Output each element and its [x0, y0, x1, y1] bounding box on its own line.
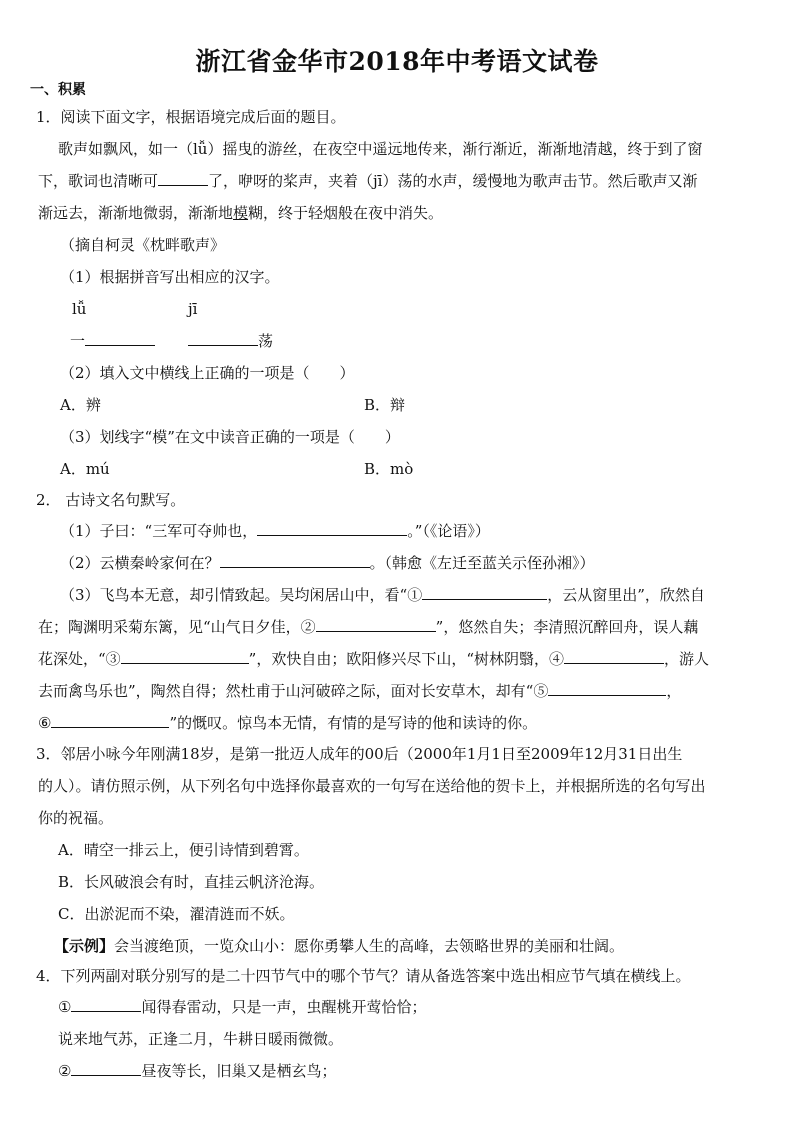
- poem-text: ”的慨叹。惊鸟本无情，有情的是写诗的他和读诗的你。: [169, 714, 538, 732]
- q4-couplet-1b: 说来地气苏，正逢二月，牛耕日暖雨微微。: [58, 1030, 344, 1048]
- q4-stem: 4．下列两副对联分别写的是二十四节气中的哪个节气？请从备选答案中选出相应节气填在横线上。: [36, 967, 691, 985]
- page-title: 浙江省金华市2018年中考语文试卷: [195, 47, 599, 76]
- q2-line-2: [60, 553, 595, 573]
- poem-text: 在；陶渊明采菊东篱，见“山气日夕佳，②: [38, 618, 316, 636]
- q4-couplet-1: [58, 997, 426, 1017]
- poem-text: ⑥: [38, 714, 52, 732]
- q3-example: [54, 936, 624, 956]
- underlined-char: 模: [233, 204, 249, 222]
- poem-text: （3）飞鸟本无意，却引情致起。吴均闲居山中，看“①: [60, 586, 423, 604]
- poem-text: 。（韩愈《左迁至蓝关示侄孙湘》）: [369, 554, 595, 572]
- option-a[interactable]: A．辨: [60, 396, 101, 414]
- q1-answer-row-2: [188, 331, 273, 351]
- example-tag: 【示例】: [54, 937, 115, 955]
- poem-text: ”，悠然自失；李清照沉醉回舟，误人藕: [435, 618, 699, 636]
- passage-text: 糊，终于轻烟般在夜中消失。: [248, 204, 444, 222]
- answer-blank[interactable]: [220, 553, 370, 568]
- q1-sub1: （1）根据拼音写出相应的汉字。: [60, 268, 280, 286]
- answer-blank[interactable]: [188, 331, 258, 346]
- poem-text: （1）子曰：“三军可夺帅也，: [60, 522, 258, 540]
- item-marker: ①: [58, 998, 72, 1016]
- q2-line-1: [60, 521, 490, 541]
- answer-blank[interactable]: [564, 649, 664, 664]
- q4-couplet-2: [58, 1061, 336, 1081]
- poem-text: ，: [666, 682, 682, 700]
- option-b[interactable]: B．辩: [364, 396, 406, 414]
- answer-blank[interactable]: [51, 713, 169, 728]
- item-marker: ②: [58, 1062, 72, 1080]
- q2-line-3: [60, 585, 705, 605]
- answer-blank[interactable]: [85, 331, 155, 346]
- blank-line[interactable]: [158, 171, 208, 186]
- poem-text: 花深处，“③: [38, 650, 121, 668]
- q3-line-2: 的人）。请仿照示例，从下列名句中选择你最喜欢的一句写在送给他的贺卡上，并根据所选的名句写出: [38, 777, 706, 795]
- poem-text: ”，欢快自由；欧阳修兴尽下山，“树林阴翳，④: [248, 650, 565, 668]
- word-char: 一: [70, 332, 86, 350]
- passage-text: 了，咿呀的桨声，夹着（jī）荡的水声，缓慢地为歌声击节。然后歌声又渐: [208, 172, 698, 190]
- q1-passage-line-1: 歌声如飘风，如一（lǚ）摇曳的游丝，在夜空中遥远地传来，渐行渐近，渐渐地清越，终于到了窗: [58, 140, 703, 158]
- q2-line-4: [38, 617, 698, 637]
- answer-blank[interactable]: [316, 617, 436, 632]
- q1-passage-line-2: [38, 171, 697, 191]
- q1-passage-line-3: [38, 203, 443, 223]
- answer-blank[interactable]: [257, 521, 407, 536]
- poem-text: ，云从窗里出”，欣然自: [547, 586, 705, 604]
- section-heading: 一、积累: [30, 82, 86, 98]
- q1-sub2: （2）填入文中横线上正确的一项是（ ）: [60, 364, 355, 382]
- answer-blank[interactable]: [71, 1061, 141, 1076]
- q1-stem: 1．阅读下面文字，根据语境完成后面的题目。: [36, 108, 346, 126]
- poem-text: 。”（《论语》）: [407, 522, 490, 540]
- example-text: 会当渡绝顶，一览众山小：愿你勇攀人生的高峰，去领略世界的美丽和壮阔。: [114, 937, 625, 955]
- q3-line-3: 你的祝福。: [38, 809, 114, 827]
- pinyin-1: lǚ: [72, 300, 87, 318]
- answer-blank[interactable]: [422, 585, 547, 600]
- q1-answer-row: [70, 331, 155, 351]
- option-b[interactable]: B．mò: [364, 460, 414, 478]
- option-a[interactable]: A．mú: [60, 460, 110, 478]
- q2-stem: 2． 古诗文名句默写。: [36, 491, 186, 509]
- q2-line-5: [38, 649, 709, 669]
- q2-line-7: [38, 713, 537, 733]
- answer-blank[interactable]: [548, 681, 666, 696]
- answer-blank[interactable]: [71, 997, 141, 1012]
- q3-option-b[interactable]: B．长风破浪会有时，直挂云帆济沧海。: [58, 873, 325, 891]
- poem-text: 去而禽鸟乐也”，陶然自得；然杜甫于山河破碎之际，面对长安草木，却有“⑤: [38, 682, 549, 700]
- passage-text: 下，歌词也清晰可: [38, 172, 159, 190]
- q1-source: （摘自柯灵《枕畔歌声》: [60, 236, 226, 254]
- couplet-text: 昼夜等长，旧巢又是栖玄鸟；: [141, 1062, 337, 1080]
- poem-text: ，游人: [664, 650, 710, 668]
- q1-sub3: （3）划线字“模”在文中读音正确的一项是（ ）: [60, 428, 400, 446]
- q3-option-a[interactable]: A．晴空一排云上，便引诗情到碧霄。: [58, 841, 309, 859]
- pinyin-2: jī: [188, 300, 198, 318]
- word-char: 荡: [258, 332, 274, 350]
- q2-line-6: [38, 681, 681, 701]
- passage-text: 渐远去，渐渐地微弱，渐渐地: [38, 204, 234, 222]
- q3-option-c[interactable]: C．出淤泥而不染，濯清涟而不妖。: [58, 905, 295, 923]
- answer-blank[interactable]: [121, 649, 249, 664]
- poem-text: （2）云横秦岭家何在？: [60, 554, 220, 572]
- couplet-text: 闻得春雷动，只是一声，虫醒桃开莺恰恰；: [141, 998, 427, 1016]
- q3-line-1: 3．邻居小咏今年刚满18岁，是第一批迈人成年的00后（2000年1月1日至2009年12月31日出生: [36, 745, 683, 763]
